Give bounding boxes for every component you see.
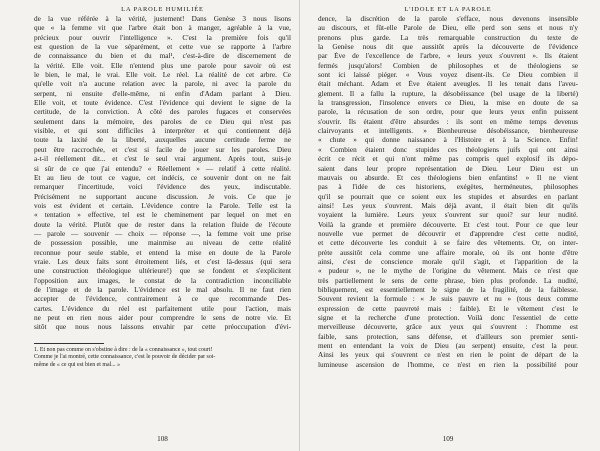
text-line: une construction théologique ultérieure!) que se fondent et s'explicitent — [34, 267, 291, 276]
text-line: de connaissance du bien et du mal¹, c'est-à-dire de discernement de — [34, 52, 291, 61]
right-page — [300, 0, 600, 451]
text-line: et cette découverte les conduit à se faire des vêtements. Or, on inter- — [318, 239, 578, 248]
text-line: le bien, le mal, le vrai. Elle voit. Le réel. La réalité de cet arbre. Ce — [34, 71, 291, 80]
running-head: LA PAROLE HUMILIÉE — [121, 6, 204, 13]
text-line: Ainsi les yeux qui s'ouvrent ce n'est en rien le point de départ de la — [318, 351, 578, 360]
text-line: Précisément ne supportant aucune discussion. Je vois. Ce que je — [34, 192, 291, 201]
text-line: de la vue référée à la vérité, justement! Dans Genèse 3 nous lisons — [34, 15, 291, 23]
text-line: ainsi! Les yeux s'ouvrent. Mais déjà avant, il était bien dit qu'ils — [318, 201, 578, 210]
text-line: la vérité. Elle voit. Elle n'entend plus une parole pour savoir où est — [34, 61, 291, 70]
text-line: Elle voit, et toute évidence. C'est l'évidence qui devient le signe de la — [34, 99, 291, 108]
text-line: seulement dans la mémoire, des paroles de ce Dieu qui n'est pas — [34, 117, 291, 126]
text-line: voyaient la lumière. Leurs yeux s'ouvrent sur quoi? sur leur nudité. — [318, 211, 578, 220]
text-line: merveilleuse découverte, grâce aux yeux qui s'ouvrent : l'homme est — [318, 323, 578, 332]
text-line: ainsi, c'est de conscience morale qu'il s'agit, et l'apparition de la — [318, 257, 578, 266]
text-line: Voilà la grande et première découverte. Et c'est tout. Pour ce que leur — [318, 220, 578, 229]
text-line: mauvais ou absurde. Et ces théologiens bien enfantins! » Il ne vient — [318, 173, 578, 182]
text-line: cartes. L'évidence du réel est parfaitement utile pour l'action, mais — [34, 304, 291, 313]
text-line: lumineuse ascension de l'homme, ce n'est en rien la possibilité pour — [318, 360, 578, 369]
text-line: ment en entendant la voix de Dieu (au serpent) ensuite, c'est la peur. — [318, 342, 578, 351]
text-line: visible, et qui sont difficiles à interpréter et qui contiennent déjà — [34, 127, 291, 136]
text-line: faible, sans protection, sans défense, et d'ailleurs son premier senti- — [318, 332, 578, 341]
running-head: L'IDOLE ET LA PAROLE — [404, 6, 492, 13]
text-line: expression de cette pauvreté mais : faible). Et le vêtement c'est le — [318, 304, 578, 313]
body-text — [318, 15, 578, 370]
text-line: même de « ce qui est bien et mal... » — [34, 361, 121, 368]
text-line: la transgression, l'insolence envers ce Dieu, la mise en doute de sa — [318, 99, 578, 108]
text-line: s'ouvrir. Ils étaient d'être absurdes : ils sont en même temps devenus — [318, 117, 578, 126]
text-line: écrit ce récit et qui n'ont même pas compris quel explosif ils dépo- — [318, 155, 578, 164]
text-line: était méchant. Adam et Ève étaient aveugles. Il les tenait dans l'aveu- — [318, 80, 578, 89]
text-line: si sûr de ce que j'ai entendu? « Réellement » — relatif à cette réalité. — [34, 164, 291, 173]
page-number: 109 — [442, 435, 454, 443]
text-line: dence, la discrétion de la parole s'efface, nous devenons insensible — [318, 15, 578, 23]
text-line: parole, la récusation de son ordre, pour que leurs yeux enfin puissent — [318, 108, 578, 117]
text-line: pas à l'idée de ces historiens, exégètes, herméneutes, philosophes — [318, 183, 578, 192]
text-line: fermés jusqu'alors! Combien de philosophes et de théologiens se — [318, 61, 578, 70]
text-line: signe et la recherche d'une protection. Voilà donc l'essentiel de cette — [318, 314, 578, 322]
text-line: Comme je l'ai montré, cette connaissance, c'est le pouvoir de décider par soi- — [34, 354, 216, 361]
text-line: certitude, de la conviction. À côté des paroles fugaces et conservées — [34, 108, 291, 117]
text-line: saient dans leur propre représentation de Dieu. Leur Dieu est un — [318, 164, 578, 173]
text-line: « tentation » effective, tel est le cheminement par lequel on met en — [34, 211, 291, 220]
text-line: la Genèse nous dit que aussitôt après la découverte de l'évidence — [318, 43, 578, 52]
text-line: au discours, et fût-elle Parole de Dieu, elle perd son sens et nous n'y — [318, 24, 578, 33]
text-line: 1. Et non pas comme on s'obstine à dire : de la « connaissance », tout court! — [34, 346, 213, 353]
text-line: glement. Il a fallu la rupture, la désobéissance (bel usage de la liberté) — [318, 89, 578, 98]
text-line: — parole — souvenir — choix — réponse —, la femme voit une prise — [34, 229, 291, 238]
body-text — [34, 15, 291, 333]
text-line: accepter de l'évidence, contrairement à ce que recommande Des- — [34, 295, 291, 304]
text-line: prète aussitôt cela comme une affaire morale, où ils ont honte d'être — [318, 248, 578, 257]
footnote — [34, 347, 291, 370]
text-line: très partiellement le sens de cette phrase, bien plus profonde. La nudité, — [318, 276, 578, 285]
footnote-rule — [34, 343, 104, 344]
page-number: 108 — [157, 435, 168, 443]
text-line: que « la femme vit que l'arbre était bon à manger, agréable à la vue, — [34, 24, 291, 33]
text-line: doute la vérité. Plutôt que de rester dans la relation fluide de l'écoute — [34, 220, 291, 229]
text-line: reconnue pour seule stable, et entend la mise en doute de la Parole — [34, 248, 291, 257]
text-line: vraie. Les deux faits sont étroitement liés, et c'est là-dessus (qui sera — [34, 257, 291, 266]
text-line: remarquer l'incertitude, voici l'évidence des yeux, indiscutable. — [34, 183, 291, 192]
text-line: nouvelle vue permet de découvrir et d'apprendre c'est cette nudité, — [318, 229, 578, 238]
text-line: clairvoyants et intelligents. » Bienheureuse désobéissance, bienheureuse — [318, 127, 578, 136]
text-line: « chute » qui donne naissance à l'Histoire et à la Science. Enfin! — [318, 136, 578, 145]
text-line: serpent, ni ensuite d'elle-même, ni enfin d'Adam parlant à Dieu. — [34, 89, 291, 98]
text-line: de l'image et de la parole. L'évidence est le mal absolu. Il ne faut rien — [34, 285, 291, 294]
text-line: prenons plus garde. La très remarquable construction du texte de — [318, 33, 578, 42]
text-line: par Ève de l'excellence de l'arbre, « leurs yeux s'ouvrent ». Ils étaient — [318, 52, 578, 61]
text-line: sont ici laissé piéger. « Vous voyez disent-ils. Ce Dieu combien il — [318, 71, 578, 80]
text-line: qu'il se pourrait que ce soient eux les stupides et absurdes en parlant — [318, 192, 578, 201]
text-line: précieux pour ouvrir l'intelligence ». C'est la première fois qu'il — [34, 33, 291, 42]
text-line: sitôt que nous nous laissons envahir par cette préoccupation d'évi- — [34, 323, 291, 332]
text-line: est question de la vue séparément, et cette vue se rapporte à l'arbre — [34, 43, 291, 52]
text-line: de possession possible, une mainmise au niveau de cette réalité — [34, 239, 291, 248]
text-line: l'opposition aux images, le constat de la contradiction inconciliable — [34, 276, 291, 285]
text-line: a-t-il réellement dit... et c'est le seul vrai argument. Après tout, suis-je — [34, 155, 291, 164]
text-line: vois est évident et certain. L'évidence contre la Parole. Telle est la — [34, 201, 291, 210]
text-line: ne peut en rien nous aider pour comprendre le sens de notre vie. Et — [34, 314, 291, 322]
text-line: « pudeur », ne le mythe de l'origine du vêtement. Mais ce n'est que — [318, 267, 578, 276]
text-line: Et au lieu de tout ce vague, cet indécis, ce souvenir dont on ne fait — [34, 173, 291, 182]
text-line: qu'elle voit n'a aucune relation avec la parole, ni avec la parole du — [34, 80, 291, 89]
text-line: peut être raccrochée, et c'est si facile de jouer sur les paroles. Dieu — [34, 145, 291, 154]
text-line: « Combien étaient donc stupides ces théologiens juifs qui ont ainsi — [318, 145, 578, 154]
text-line: Souvent revient la formule : « Je suis pauvre et nu » (tous deux comme — [318, 295, 578, 304]
text-line: bibliquement, est essentiellement le signe de la fragilité, de la faiblesse. — [318, 285, 578, 294]
text-line: toute la laxité de la liberté, auxquelles aucune certitude ferme ne — [34, 136, 291, 145]
